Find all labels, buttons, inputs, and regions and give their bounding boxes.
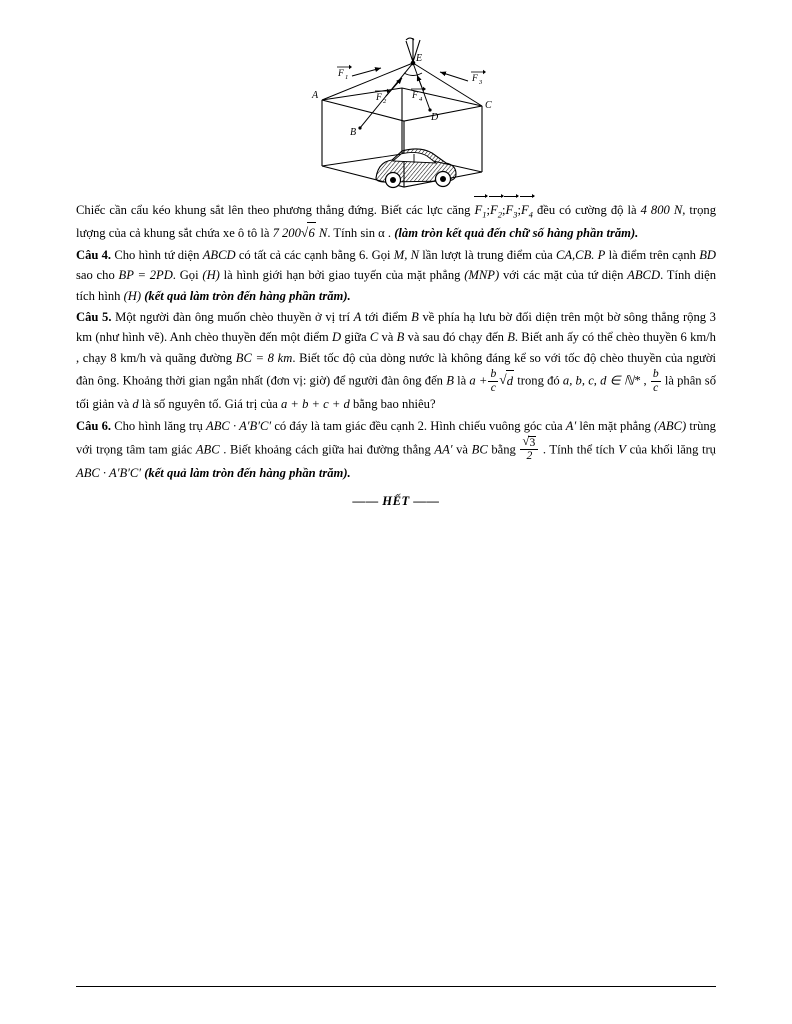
vector-F4: $F_4$	[521, 200, 533, 222]
question-4-label: Câu 4.	[76, 247, 112, 262]
q5-line5-e: là phân số tối giản và	[76, 373, 717, 412]
q6-frac-den: 2	[520, 449, 538, 463]
q4-abcd2: ABCD	[627, 268, 661, 283]
q5-line6-b: bằng bao nhiêu?	[349, 397, 436, 412]
intro-text-b: đều có cường	[532, 203, 607, 217]
q5-sqrt-d: √ d	[499, 370, 514, 391]
svg-text:F: F	[472, 74, 478, 84]
q6-abc: (ABC)	[654, 418, 687, 433]
q4-p: P	[594, 247, 606, 262]
q4-text-1: Cho hình tứ diện	[111, 247, 203, 262]
q5-frac2-num: b	[652, 367, 659, 381]
q5-text-3: về phía hạ lưu bờ đối diện trên một	[418, 309, 604, 324]
q4-text-2: có tất cả các cạnh bằng 6. Gọi	[235, 247, 394, 262]
q6-line2-b: trùng với trọng tâm tam giác	[76, 418, 716, 457]
q4-text-3: lần lượt là trung điểm của	[419, 247, 556, 262]
sep2: ;	[501, 203, 506, 217]
q6-AA: AA′	[434, 442, 453, 457]
q5-line5-d: ,	[640, 373, 650, 388]
paragraph-intro	[76, 200, 716, 244]
intro-text-a: Chiếc cần cẩu kéo khung sắt lên theo phương thẳng đứng. Biết các lực căng	[76, 203, 475, 217]
intro-text-d: , trọng lượng của cả khung sắt chứa xe ô tô là	[76, 203, 716, 241]
q5-d2: d	[132, 397, 139, 412]
q5-line5-b: là	[453, 373, 470, 388]
figure-label-F1	[337, 65, 352, 81]
q6-fraction-sqrt3-2	[520, 436, 538, 463]
q6-text-1: Cho hình lăng trụ	[111, 418, 207, 433]
weight-value: 7 200 √ 6 N	[273, 226, 328, 240]
q6-V: V	[618, 442, 626, 457]
question-5-label: Câu 5.	[76, 309, 112, 324]
q6-abc2: ABC	[195, 442, 220, 457]
svg-text:F: F	[376, 93, 382, 103]
q5-line3-a: đến	[485, 330, 508, 345]
q6-prism: ABC · A′B′C′	[206, 418, 272, 433]
figure-label-B: B	[350, 127, 357, 138]
q5-line5-c: trong đó	[514, 373, 563, 388]
figure-label-C: C	[485, 100, 492, 111]
q5-frac-num: b	[490, 367, 497, 381]
q4-mnp: (MNP)	[464, 268, 500, 283]
q4-h: (H)	[202, 268, 220, 283]
q6-prism2: ABC · A′B′C′	[76, 465, 142, 480]
svg-text:F: F	[338, 69, 344, 79]
svg-text:1: 1	[345, 74, 349, 81]
q5-BC: BC = 8 km	[235, 350, 293, 365]
q6-line2-d: và	[452, 442, 469, 457]
figure-label-F2	[375, 89, 390, 105]
footer-divider	[76, 986, 716, 987]
figure-label-E: E	[416, 53, 423, 64]
q6-line3-c: . Tính thể tích	[539, 442, 619, 457]
q5-text-2: tới điểm	[361, 309, 412, 324]
intro-text-e: . Tính sin α .	[327, 226, 395, 241]
q5-line3-b: . Biết anh ấy có thể chèo thuyền 6 km/h , chạy 8 km/h và quãng đường	[76, 330, 716, 365]
svg-text:2: 2	[383, 98, 387, 105]
intro-text-c: độ là	[610, 203, 641, 217]
q5-fraction-bc	[488, 368, 498, 394]
svg-text:4: 4	[419, 96, 423, 103]
q6-line2-c: . Biết khoảng cách giữa hai đường thẳng	[219, 442, 435, 457]
q5-expr-a: a +	[469, 373, 488, 388]
q5-A: A	[353, 309, 362, 324]
q6-line3-d: của khối lăng trụ	[626, 442, 716, 457]
q4-text-5: sao cho	[76, 268, 119, 283]
q5-B2: B	[396, 330, 405, 345]
q6-note: (kết quả làm tròn đến hàng phần trăm).	[144, 465, 351, 480]
q4-text-7: là hình giới hạn bởi giao tuyến của mặt phẳng	[219, 268, 465, 283]
q5-fraction-bc-2	[651, 368, 661, 394]
sep3: ;	[517, 203, 521, 217]
exam-text-body	[76, 200, 716, 524]
q5-line3-c: . Biết tốc độ	[292, 350, 356, 365]
q5-line6-a: số nguyên tố. Giá trị của	[154, 397, 281, 412]
q4-bp: BP = 2PD	[118, 268, 173, 283]
q5-line5-f: là	[138, 397, 151, 412]
q5-line2-d: và sau đó chạy	[404, 330, 483, 345]
q4-camcb: CA,CB.	[555, 247, 595, 262]
force-value: 4 800 N	[640, 203, 683, 217]
q4-text-4: là điểm trên cạnh	[608, 247, 700, 262]
q6-line3-a: BC	[471, 442, 488, 457]
q5-line4: của dòng nước là không đáng kể so với tốc độ chèo thuyền của người đàn ông. Khoảng thời gian ngắn nhất	[76, 350, 717, 388]
paragraph-question-4	[76, 245, 716, 306]
q5-cond: a, b, c, d ∈ ℕ*	[562, 373, 641, 388]
vector-F1: $F_1$	[475, 200, 487, 222]
vector-F2: $F_2$	[490, 200, 502, 222]
q6-frac-num: √ 3	[520, 436, 538, 450]
sep1: ;	[486, 203, 490, 217]
intro-note-b: đến chữ số hàng phần trăm).	[487, 226, 639, 241]
q5-line2-b: giữa	[341, 330, 370, 345]
q5-line2-c: và	[378, 330, 397, 345]
q4-note: (kết quả làm tròn đến hàng phần trăm).	[144, 288, 351, 303]
q6-line2-a: mặt phẳng	[597, 418, 654, 433]
vector-F3: $F_3$	[505, 200, 517, 222]
q5-line5-a: (đơn vị: giờ) để người đàn ông đến	[266, 373, 447, 388]
q4-text-8: với các mặt của tứ diện	[502, 268, 628, 283]
q4-mn: M, N	[393, 247, 420, 262]
svg-text:3: 3	[479, 79, 483, 86]
q5-frac-den: c	[488, 381, 498, 395]
q5-D: D	[331, 330, 342, 345]
question-6-label: Câu 6.	[76, 418, 112, 433]
q4-bd: BD	[699, 247, 716, 262]
paragraph-question-5	[76, 307, 716, 415]
q4-abcd: ABCD	[202, 247, 236, 262]
figure-label-A: A	[312, 90, 319, 101]
figure-label-D: D	[431, 112, 439, 123]
intro-note-a: (làm tròn kết quả	[394, 226, 485, 241]
q5-sum: a + b + c + d	[280, 397, 350, 412]
q6-text-3: lên	[576, 418, 595, 433]
q6-text-2: có đáy là tam giác đều cạnh 2. Hình chiếu vuông góc của	[271, 418, 566, 433]
q4-text-9: . Tính diện tích hình	[76, 268, 716, 303]
q5-B3: B	[507, 330, 515, 345]
q5-frac2-den: c	[651, 381, 661, 395]
figure-label-F3	[471, 70, 486, 86]
crane-lifting-steel-frame-diagram	[280, 28, 520, 198]
q4-h2: (H)	[123, 288, 142, 303]
q5-text-1: Một người đàn ông muốn chèo thuyền ở vị trí	[111, 309, 354, 324]
q6-Ap: A′	[565, 418, 577, 433]
figure-label-F4	[411, 87, 426, 103]
end-of-exam-marker: —— HẾT ——	[352, 494, 440, 509]
paragraph-question-6	[76, 416, 716, 484]
q4-text-6: . Gọi	[172, 268, 203, 283]
q5-B: B	[411, 309, 419, 324]
q6-line3-b: bằng	[487, 442, 520, 457]
q5-C: C	[369, 330, 379, 345]
q5-B4: B	[446, 373, 454, 388]
svg-text:F: F	[412, 91, 418, 101]
q5-line2-a: bờ sông thẳng rộng 3 km (như hình vẽ). Anh chèo thuyền đến một điểm	[76, 309, 716, 345]
